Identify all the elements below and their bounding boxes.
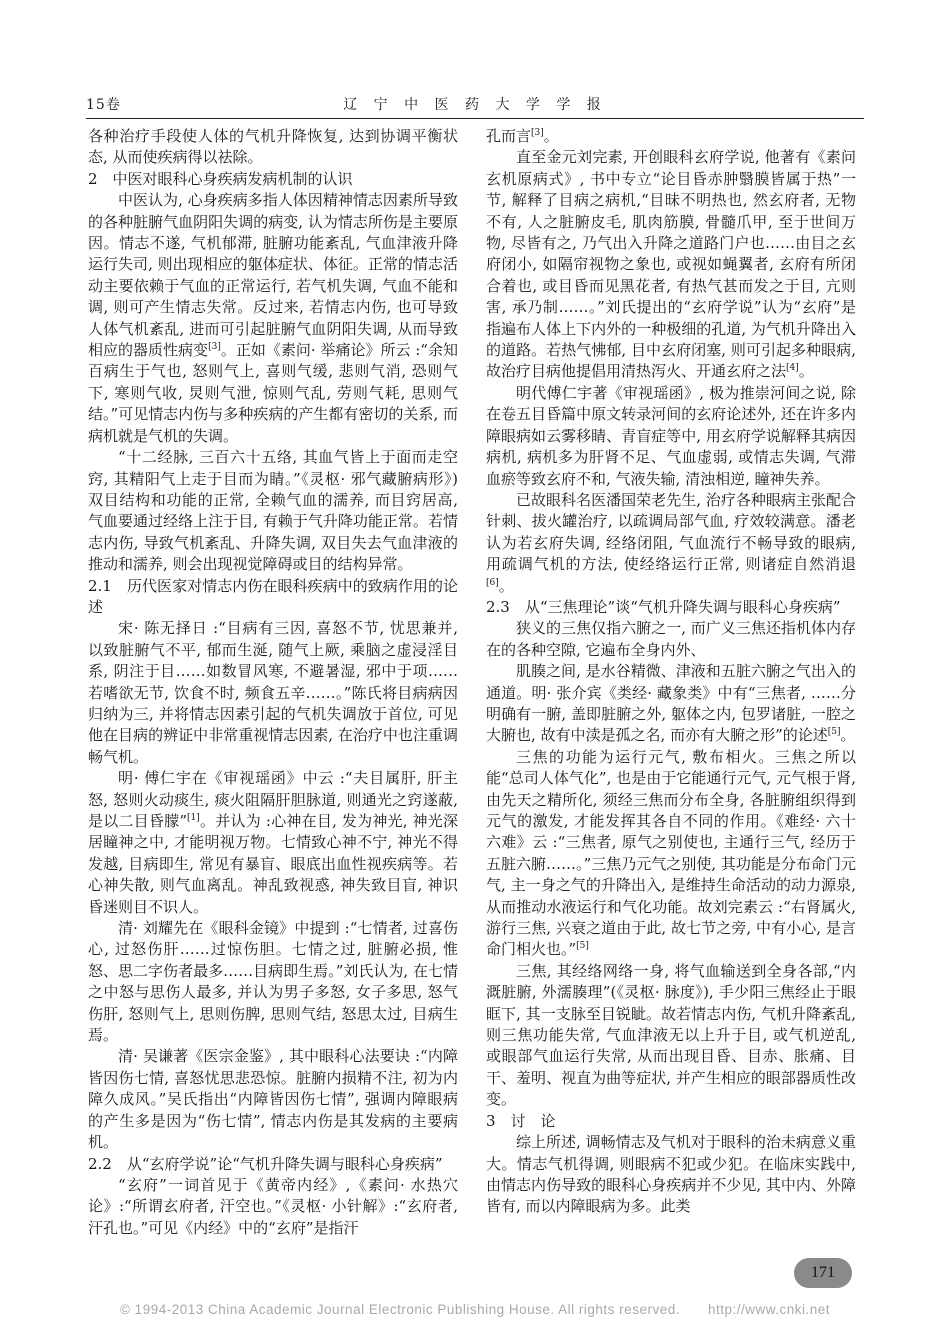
paragraph: “玄府”一词首见于《黄帝内经》,《素问· 水热穴论》:“所谓玄府者, 汗空也。”《灵枢· 小针解》:“玄府者, 汗孔也。”可见《内经》中的“玄府”是指汗 <box>88 1175 458 1237</box>
paragraph: 清· 刘耀先在《眼科金镜》中提到 :“七情者, 过喜伤心, 过怒伤肝……过惊伤胆。七情之过, 脏腑必损, 惟怒、思二字伤者最多……目病即生焉。”刘氏认为, 在七情之中怒与思伤人最多, 并认为男子多怒, 女子多思, 怒气伤肝, 怒则气上, 思则伤脾, 思则气结, 怒思太过, 目病生焉。 <box>88 919 458 1045</box>
paragraph: 肌腠之间, 是水谷精微、津液和五脏六腑之气出入的通道。明· 张介宾《类经· 藏象类》中有“三焦者, ……分明确有一腑, 盖即脏腑之外, 躯体之内, 包罗诸脏, 一腔之大腑也, 故有中渎是孤之名, 而亦有大腑之形”的论述[5]。 <box>486 662 856 745</box>
subsection-heading: 2.2 从“玄府学说”论“气机升降失调与眼科心身疾病” <box>88 1154 443 1173</box>
page-header <box>86 92 864 119</box>
subsection-heading: 2.3 从“三焦理论”谈“气机升降失调与眼科心身疾病” <box>486 597 841 616</box>
section-heading: 2 中医对眼科心身疾病发病机制的认识 <box>88 169 353 188</box>
paragraph: 综上所述, 调畅情志及气机对于眼科的治未病意义重大。情志气机得调, 则眼病不犯或少犯。在临床实践中, 由情志内伤导致的眼科心身疾病并不少见, 其中内、外障皆有, 而以内障眼病为多。此类 <box>486 1133 856 1216</box>
section-heading: 3 讨 论 <box>486 1111 556 1130</box>
paragraph: 狭义的三焦仅指六腑之一, 而广义三焦还指机体内存在的各种空隙, 它遍布全身内外、 <box>486 619 856 659</box>
citation: [6] <box>486 577 499 588</box>
paragraph: 三焦, 其经络网络一身, 将气血输送到全身各部,“内溉脏腑, 外濡腠理”(《灵枢· 脉度》), 手少阳三焦经止于眼眶下, 其一支脉至目锐眦。故若情志内伤, 气机升降紊乱, 则三焦功能失常, 气血津液无以上升于目, 或气机逆乱, 或眼部气血运行失常, 从而出现目昏、目赤、胀痛、目干、羞明、视直为曲等症状, 并产生相应的眼部器质性改变。 <box>486 961 856 1109</box>
paragraph: 各种治疗手段使人体的气机升降恢复, 达到协调平衡状态, 从而使疾病得以祛除。 <box>88 127 458 167</box>
right-column <box>486 126 856 1218</box>
paragraph: 明代傅仁宇著《审视瑶函》, 极为推崇河间之说, 除在卷五目昏篇中原文转录河间的玄府论述外, 还在许多内障眼病如云雾移睛、青盲症等中, 用玄府学说解释其病因病机, 病机多为肝肾不足、气血虚弱, 或情志失调, 气滞血瘀等致玄府不和, 气液失输, 清浊相逆, 瞳神失养。 <box>486 383 856 488</box>
citation: [3] <box>208 342 221 353</box>
left-column <box>88 126 458 1239</box>
copyright-footer: © 1994-2013 China Academic Journal Electronic Publishing House. All rights reserved. http://www.cnki.net <box>119 1302 831 1317</box>
paragraph: 三焦的功能为运行元气, 敷布相火。三焦之所以能“总司人体气化”, 也是由于它能通行元气, 元气根于肾, 由先天之精所化, 须经三焦而分布全身, 各脏腑组织得到元气的激发, 才能发挥其各自不同的作用。《难经· 六十六难》云 :“三焦者, 原气之别使也, 主通行三气, 经历于五脏六腑……。”三焦乃元气之别使, 其功能是分布命门元气, 主一身之气的升降出入, 是维持生命活动的动力源泉, 从而推动水液运行和气化功能。故刘完素云 :“右肾属火, 游行三焦, 兴衰之道由于此, 故七节之旁, 中有小心, 是言命门相火也。”[5] <box>486 747 856 959</box>
paragraph: 已故眼科名医潘国荣老先生, 治疗各种眼病主张配合针刺、拔火罐治疗, 以疏调局部气血, 疗效较满意。潘老认为若玄府失调, 经络闭阻, 气血流行不畅导致的眼病, 用疏调气机的方法, 使经络运行正常, 则诸症自然消退[6]。 <box>486 490 856 595</box>
citation: [5] <box>827 727 841 738</box>
paragraph: 中医认为, 心身疾病多指人体因精神情志因素所导致的各种脏腑气血阴阳失调的病变, 认为情志所伤是主要原因。情志不遂, 气机郁滞, 脏腑功能紊乱, 气血津液升降运行失司, 则出现相应的躯体症状、体征。正常的情志活动主要依赖于气血的正常运行, 若气机失调, 气血不能和调, 则可产生情志失常。反过来, 若情志内伤, 也可导致人体气机紊乱, 进而可引起脏腑气血阴阳失调, 从而导致相应的器质性病变[3]。正如《素问· 举痛论》所云 :“余知百病生于气也, 怒则气上, 喜则气缓, 悲则气消, 恐则气下, 寒则气收, 炅则气泄, 惊则气乱, 劳则气耗, 思则气结。”可见情志内伤与多种疾病的产生都有密切的关系, 而病机就是气机的失调。 <box>88 191 458 445</box>
paragraph: 孔而言[3]。 <box>486 127 559 145</box>
paragraph: 清· 吴谦著《医宗金鉴》, 其中眼科心法要诀 :“内障皆因伤七情, 喜怒忧思悲恐惊。脏腑内损精不注, 初为内障久成风。”吴氏指出“内障皆因伤七情”, 强调内障眼病的产生多是因为“伤七情”, 情志内伤是其发病的主要病机。 <box>88 1047 458 1152</box>
paragraph: 明· 傅仁宇在《审视瑶函》中云 :“夫目属肝, 肝主怒, 怒则火动痰生, 痰火阻隔肝胆脉道, 则通光之窍遂蔽, 是以二目昏朦”[1]。并认为 :心神在目, 发为神光, 神光深居瞳神之中, 才能明视万物。七情致心神不宁, 神光不得发越, 目病即生, 常见有暴盲、眼底出血性视疾病等。若心神失散, 则气血离乱。神乱致视惑, 神失致目盲, 神识昏迷则目不识人。 <box>88 769 458 916</box>
page-number-badge: 171 <box>794 1258 852 1288</box>
subsection-heading: 2.1 历代医家对情志内伤在眼科疾病中的致病作用的论述 <box>88 576 458 616</box>
paragraph: “十二经脉, 三百六十五络, 其血气皆上于面而走空窍, 其精阳气上走于目而为睛。”《灵枢· 邪气藏腑病形》) 双目结构和功能的正常, 全赖气血的濡养, 而目窍居高, 气血要通过经络上注于目, 有赖于气升降功能正常。若情志内伤, 导致气机紊乱、升降失调, 双目失去气血津液的推动和濡养, 则会出现视觉障碍或目的结构异常。 <box>88 448 458 574</box>
paragraph: 宋· 陈无择日 :“目病有三因, 喜怒不节, 忧思兼并, 以致脏腑气不平, 郁而生涎, 随气上厥, 乘脑之虚浸淫目系, 阴注于目……如数冒风寒, 不避暑湿, 邪中于项……若嗜欲无节, 饮食不时, 频食五辛……。”陈氏将目病病因归纳为三, 并将情志因素引起的气机失调放于首位, 可见他在目病的辨证中非常重视情志因素, 在治疗中也注重调畅气机。 <box>88 619 458 766</box>
citation: [3] <box>531 128 544 138</box>
journal-title: 辽 宁 中 医 药 大 学 学 报 <box>343 97 607 113</box>
citation: [4] <box>786 363 799 374</box>
citation: [1] <box>187 813 200 823</box>
citation: [5] <box>576 941 589 952</box>
volume-label: 15卷 <box>86 97 121 113</box>
paragraph: 直至金元刘完素, 开创眼科玄府学说, 他著有《素问玄机原病式》, 书中专立“论目昏赤肿翳膜皆属于热”一节, 解释了目病之病机,“目昧不明热也, 然玄府者, 无物不有, 人之脏腑皮毛, 肌肉筋膜, 骨髓爪甲, 至于世间万物, 尽皆有之, 乃气出入升降之道路门户也……由目之玄府闭小, 如隔帘视物之象也, 或视如蝇翼者, 玄府有所闭合着也, 或目昏而见黑花者, 有热气甚而发之于目, 亢则害, 承乃制……。”刘氏提出的“玄府学说”认为“玄府”是指遍布人体上下内外的一种极细的孔道, 为气机升降出入的道路。若热气怫郁, 目中玄府闭塞, 则可引起多种眼病, 故治疗目病他提倡用清热泻火、开通玄府之法[4]。 <box>486 148 856 381</box>
